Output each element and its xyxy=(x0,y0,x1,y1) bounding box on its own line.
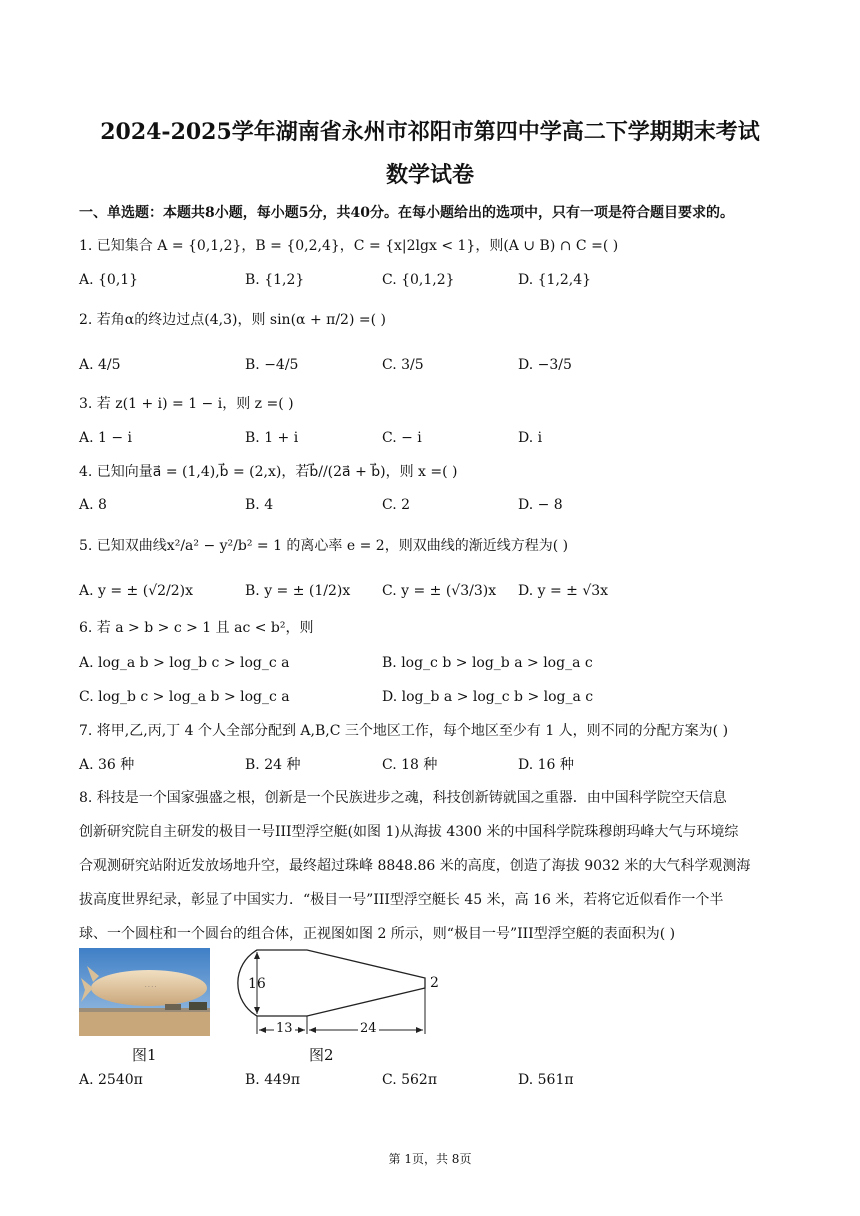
q8-option-b: B. 449π xyxy=(245,1072,301,1088)
question-8-line-4: 拔高度世界纪录，彰显了中国实力．“极目一号”III型浮空艇长 45 米，高 16 米，若将它近似看作一个半 xyxy=(79,892,724,908)
question-8-line-1: 8. 科技是一个国家强盛之根，创新是一个民族进步之魂，科技创新铸就国之重器．由中国科学院空天信息 xyxy=(79,790,727,806)
question-3: 3. 若 z(1 + i) = 1 − i，则 z =( ) xyxy=(79,396,294,412)
q5-option-c: C. y = ± (√3/3)x xyxy=(382,583,497,599)
question-6: 6. 若 a > b > c > 1 且 ac < b²，则 xyxy=(79,620,314,636)
page-title: 2024-2025学年湖南省永州市祁阳市第四中学高二下学期期末考试 xyxy=(100,119,760,145)
q7-option-c: C. 18 种 xyxy=(382,757,438,773)
question-7: 7. 将甲,乙,丙,丁 4 个人全部分配到 A,B,C 三个地区工作，每个地区至少有 1 人，则不同的分配方案为( ) xyxy=(79,723,729,739)
q1-option-a: A. {0,1} xyxy=(79,272,139,288)
question-8-line-2: 创新研究院自主研发的极目一号III型浮空艇(如图 1)从海拔 4300 米的中国科学院珠穆朗玛峰大气与环境综 xyxy=(79,824,739,840)
q7-option-a: A. 36 种 xyxy=(79,757,135,773)
figure-2-caption: 图2 xyxy=(309,1046,334,1064)
q6-option-b: B. log_c b > log_b a > log_a c xyxy=(382,655,593,671)
q8-option-c: C. 562π xyxy=(382,1072,438,1088)
q3-option-b: B. 1 + i xyxy=(245,430,299,446)
q2-option-c: C. 3/5 xyxy=(382,357,424,373)
q4-option-d: D. − 8 xyxy=(518,497,563,513)
page-subtitle: 数学试卷 xyxy=(385,162,474,188)
figure-1-caption: 图1 xyxy=(132,1046,157,1064)
q3-option-d: D. i xyxy=(518,430,543,446)
q2-option-a: A. 4/5 xyxy=(79,357,121,373)
question-4: 4. 已知向量a⃗ = (1,4),b⃗ = (2,x)，若b⃗//(2a⃗ + b⃗)，则 x =( ) xyxy=(79,464,458,480)
q6-option-a: A. log_a b > log_b c > log_c a xyxy=(79,655,290,671)
q8-option-d: D. 561π xyxy=(518,1072,574,1088)
q6-option-d: D. log_b a > log_c b > log_a c xyxy=(382,689,594,705)
q8-option-a: A. 2540π xyxy=(79,1072,143,1088)
q5-option-a: A. y = ± (√2/2)x xyxy=(79,583,194,599)
section-heading: 一、单选题：本题共8小题，每小题5分，共40分。在每小题给出的选项中，只有一项是符合题目要求的。 xyxy=(79,205,734,221)
question-8-line-5: 球、一个圆柱和一个圆台的组合体，正视图如图 2 所示，则“极目一号”III型浮空艇的表面积为( ) xyxy=(79,926,676,942)
q4-option-c: C. 2 xyxy=(382,497,411,513)
q3-option-a: A. 1 − i xyxy=(79,430,133,446)
cylinder-length-label: 13 xyxy=(276,1021,293,1036)
svg-text:· · · ·: · · · · xyxy=(145,984,157,990)
frustum-length-label: 24 xyxy=(360,1021,377,1036)
tip-label: 2 xyxy=(430,975,439,991)
airship-photo xyxy=(79,948,210,1036)
question-8-line-3: 合观测研究站附近发放场地升空，最终超过珠峰 8848.86 米的高度，创造了海拔 9032 米的大气科学观测海 xyxy=(79,858,751,874)
q2-option-b: B. −4/5 xyxy=(245,357,299,373)
q1-option-b: B. {1,2} xyxy=(245,272,305,288)
q7-option-d: D. 16 种 xyxy=(518,757,574,773)
q4-option-a: A. 8 xyxy=(79,497,107,513)
q7-option-b: B. 24 种 xyxy=(245,757,301,773)
q1-option-c: C. {0,1,2} xyxy=(382,272,455,288)
q6-option-c: C. log_b c > log_a b > log_c a xyxy=(79,689,290,705)
question-5: 5. 已知双曲线x²/a² − y²/b² = 1 的离心率 e = 2，则双曲线的渐近线方程为( ) xyxy=(79,538,569,554)
q1-option-d: D. {1,2,4} xyxy=(518,272,592,288)
question-1: 1. 已知集合 A = {0,1,2}，B = {0,2,4}，C = {x|2lgx < 1}，则(A ∪ B) ∩ C =( ) xyxy=(79,238,619,254)
airship-front-view-diagram xyxy=(215,942,445,1042)
q5-option-b: B. y = ± (1/2)x xyxy=(245,583,351,599)
question-2: 2. 若角α的终边过点(4,3)，则 sin(α + π/2) =( ) xyxy=(79,312,386,328)
page-footer: 第 1页，共 8页 xyxy=(388,1152,472,1166)
q2-option-d: D. −3/5 xyxy=(518,357,572,373)
q5-option-d: D. y = ± √3x xyxy=(518,583,609,599)
height-label: 16 xyxy=(248,976,266,992)
q3-option-c: C. − i xyxy=(382,430,422,446)
q4-option-b: B. 4 xyxy=(245,497,274,513)
